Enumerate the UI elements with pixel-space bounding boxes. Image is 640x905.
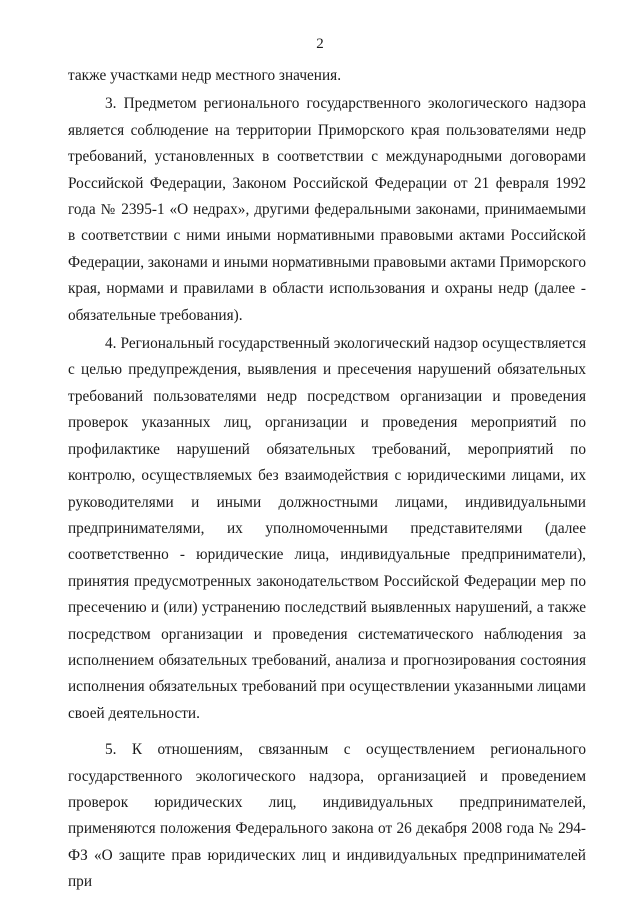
document-body — [68, 63, 586, 896]
paragraph-item-4: 4. Региональный государственный экологический надзор осуществляется с целью предупреждения, выявления и пресечения нарушений обязательных требований пользователями недр посредством организации и проведения проверок указанных лиц, организации и проведения мероприятий по профилактике нарушений обязательных требований, мероприятий по контролю, осуществляемых без взаимодействия с юридическими лицами, их руководителями и иными должностными лицами, индивидуальными предпринимателями, их уполномоченными представителями (далее соответственно - юридические лица, индивидуальные предприниматели), принятия предусмотренных законодательством Российской Федерации мер по пресечению и (или) устранению последствий выявленных нарушений, а также посредством организации и проведения систематического наблюдения за исполнением обязательных требований, анализа и прогнозирования состояния исполнения обязательных требований при осуществлении указанными лицами своей деятельности. — [68, 335, 586, 722]
paragraph-item-3: 3. Предметом регионального государственного экологического надзора является соблюдение на территории Приморского края пользователями недр требований, установленных в соответствии с международными договорами Российской Федерации, Законом Российской Федерации от 21 февраля 1992 года № 2395-1 «О недрах», другими федеральными законами, принимаемыми в соответствии с ними иными нормативными правовыми актами Российской Федерации, законами и иными нормативными правовыми актами Приморского края, нормами и правилами в области использования и охраны недр (далее - обязательные требования). — [68, 95, 586, 324]
page-number: 2 — [316, 36, 324, 52]
paragraph-continuation: также участками недр местного значения. — [68, 67, 342, 84]
paragraph-item-5: 5. К отношениям, связанным с осуществлением регионального государственного экологического надзора, организацией и проведением проверок юридических лиц, индивидуальных предпринимателей, применяются положения Федерального закона от 26 декабря 2008 года № 294-ФЗ «О защите прав юридических лиц и индивидуальных предпринимателей при — [68, 741, 586, 891]
